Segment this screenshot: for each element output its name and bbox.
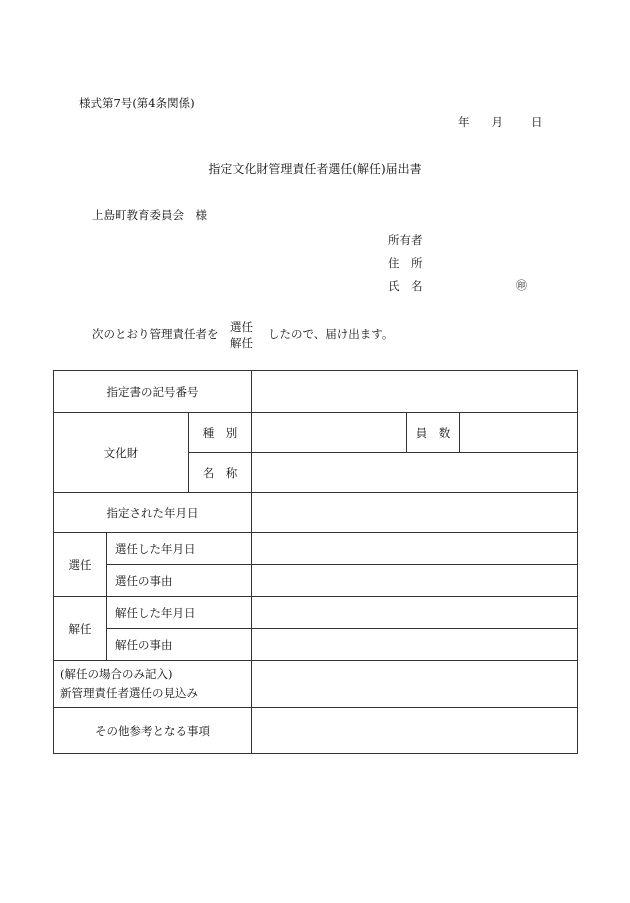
designated-date-value[interactable] bbox=[252, 493, 578, 533]
dismissal-reason-value[interactable] bbox=[252, 629, 578, 661]
property-name-value[interactable] bbox=[252, 453, 578, 493]
table-row bbox=[54, 629, 578, 661]
new-manager-outlook-label bbox=[54, 661, 252, 708]
table-row bbox=[54, 661, 578, 708]
appointment-reason-label: 選任の事由 bbox=[107, 565, 252, 597]
date-year-label: 年 bbox=[458, 115, 470, 129]
seal-mark: ㊞ bbox=[516, 279, 527, 292]
statement-choice-appoint: 選任 bbox=[230, 320, 253, 334]
date-line bbox=[458, 114, 543, 130]
property-name-label: 名 称 bbox=[189, 453, 252, 493]
designation-number-value[interactable] bbox=[252, 371, 578, 413]
date-month-label: 月 bbox=[491, 115, 503, 129]
address-label: 住 所 bbox=[388, 256, 423, 270]
statement-prefix: 次のとおり管理責任者を bbox=[92, 327, 219, 341]
date-day-label: 日 bbox=[531, 115, 543, 129]
dismissal-reason-label: 解任の事由 bbox=[107, 629, 252, 661]
appointment-date-value[interactable] bbox=[252, 533, 578, 565]
form-number: 様式第7号(第4条関係) bbox=[79, 96, 195, 110]
table-row bbox=[54, 493, 578, 533]
dismissal-note-line2: 新管理責任者選任の見込み bbox=[60, 686, 198, 700]
notification-table bbox=[53, 370, 578, 754]
dismissal-label: 解任 bbox=[54, 597, 107, 661]
table-row bbox=[54, 708, 578, 754]
count-value[interactable] bbox=[460, 413, 578, 453]
table-row bbox=[54, 533, 578, 565]
appointment-reason-value[interactable] bbox=[252, 565, 578, 597]
designated-date-label: 指定された年月日 bbox=[54, 493, 252, 533]
dismissal-note-line1: (解任の場合のみ記入) bbox=[60, 667, 173, 681]
count-label: 員 数 bbox=[407, 413, 460, 453]
addressee: 上島町教育委員会 様 bbox=[92, 208, 207, 222]
type-value[interactable] bbox=[252, 413, 407, 453]
appointment-label: 選任 bbox=[54, 533, 107, 597]
table-row bbox=[54, 565, 578, 597]
owner-label: 所有者 bbox=[388, 233, 423, 247]
table-row bbox=[54, 597, 578, 629]
statement-choice bbox=[230, 319, 253, 351]
cultural-property-label: 文化財 bbox=[54, 413, 189, 493]
appointment-date-label: 選任した年月日 bbox=[107, 533, 252, 565]
other-matters-label: その他参考となる事項 bbox=[54, 708, 252, 754]
dismissal-date-value[interactable] bbox=[252, 597, 578, 629]
name-label: 氏 名 bbox=[388, 279, 423, 293]
table-row bbox=[54, 371, 578, 413]
document-title: 指定文化財管理責任者選任(解任)届出書 bbox=[208, 162, 422, 176]
new-manager-outlook-value[interactable] bbox=[252, 661, 578, 708]
dismissal-date-label: 解任した年月日 bbox=[107, 597, 252, 629]
statement-suffix: したので、届け出ます。 bbox=[268, 327, 394, 341]
table-row bbox=[54, 413, 578, 453]
type-label: 種 別 bbox=[189, 413, 252, 453]
statement-choice-dismiss: 解任 bbox=[230, 336, 253, 350]
other-matters-value[interactable] bbox=[252, 708, 578, 754]
designation-number-label: 指定書の記号番号 bbox=[54, 371, 252, 413]
